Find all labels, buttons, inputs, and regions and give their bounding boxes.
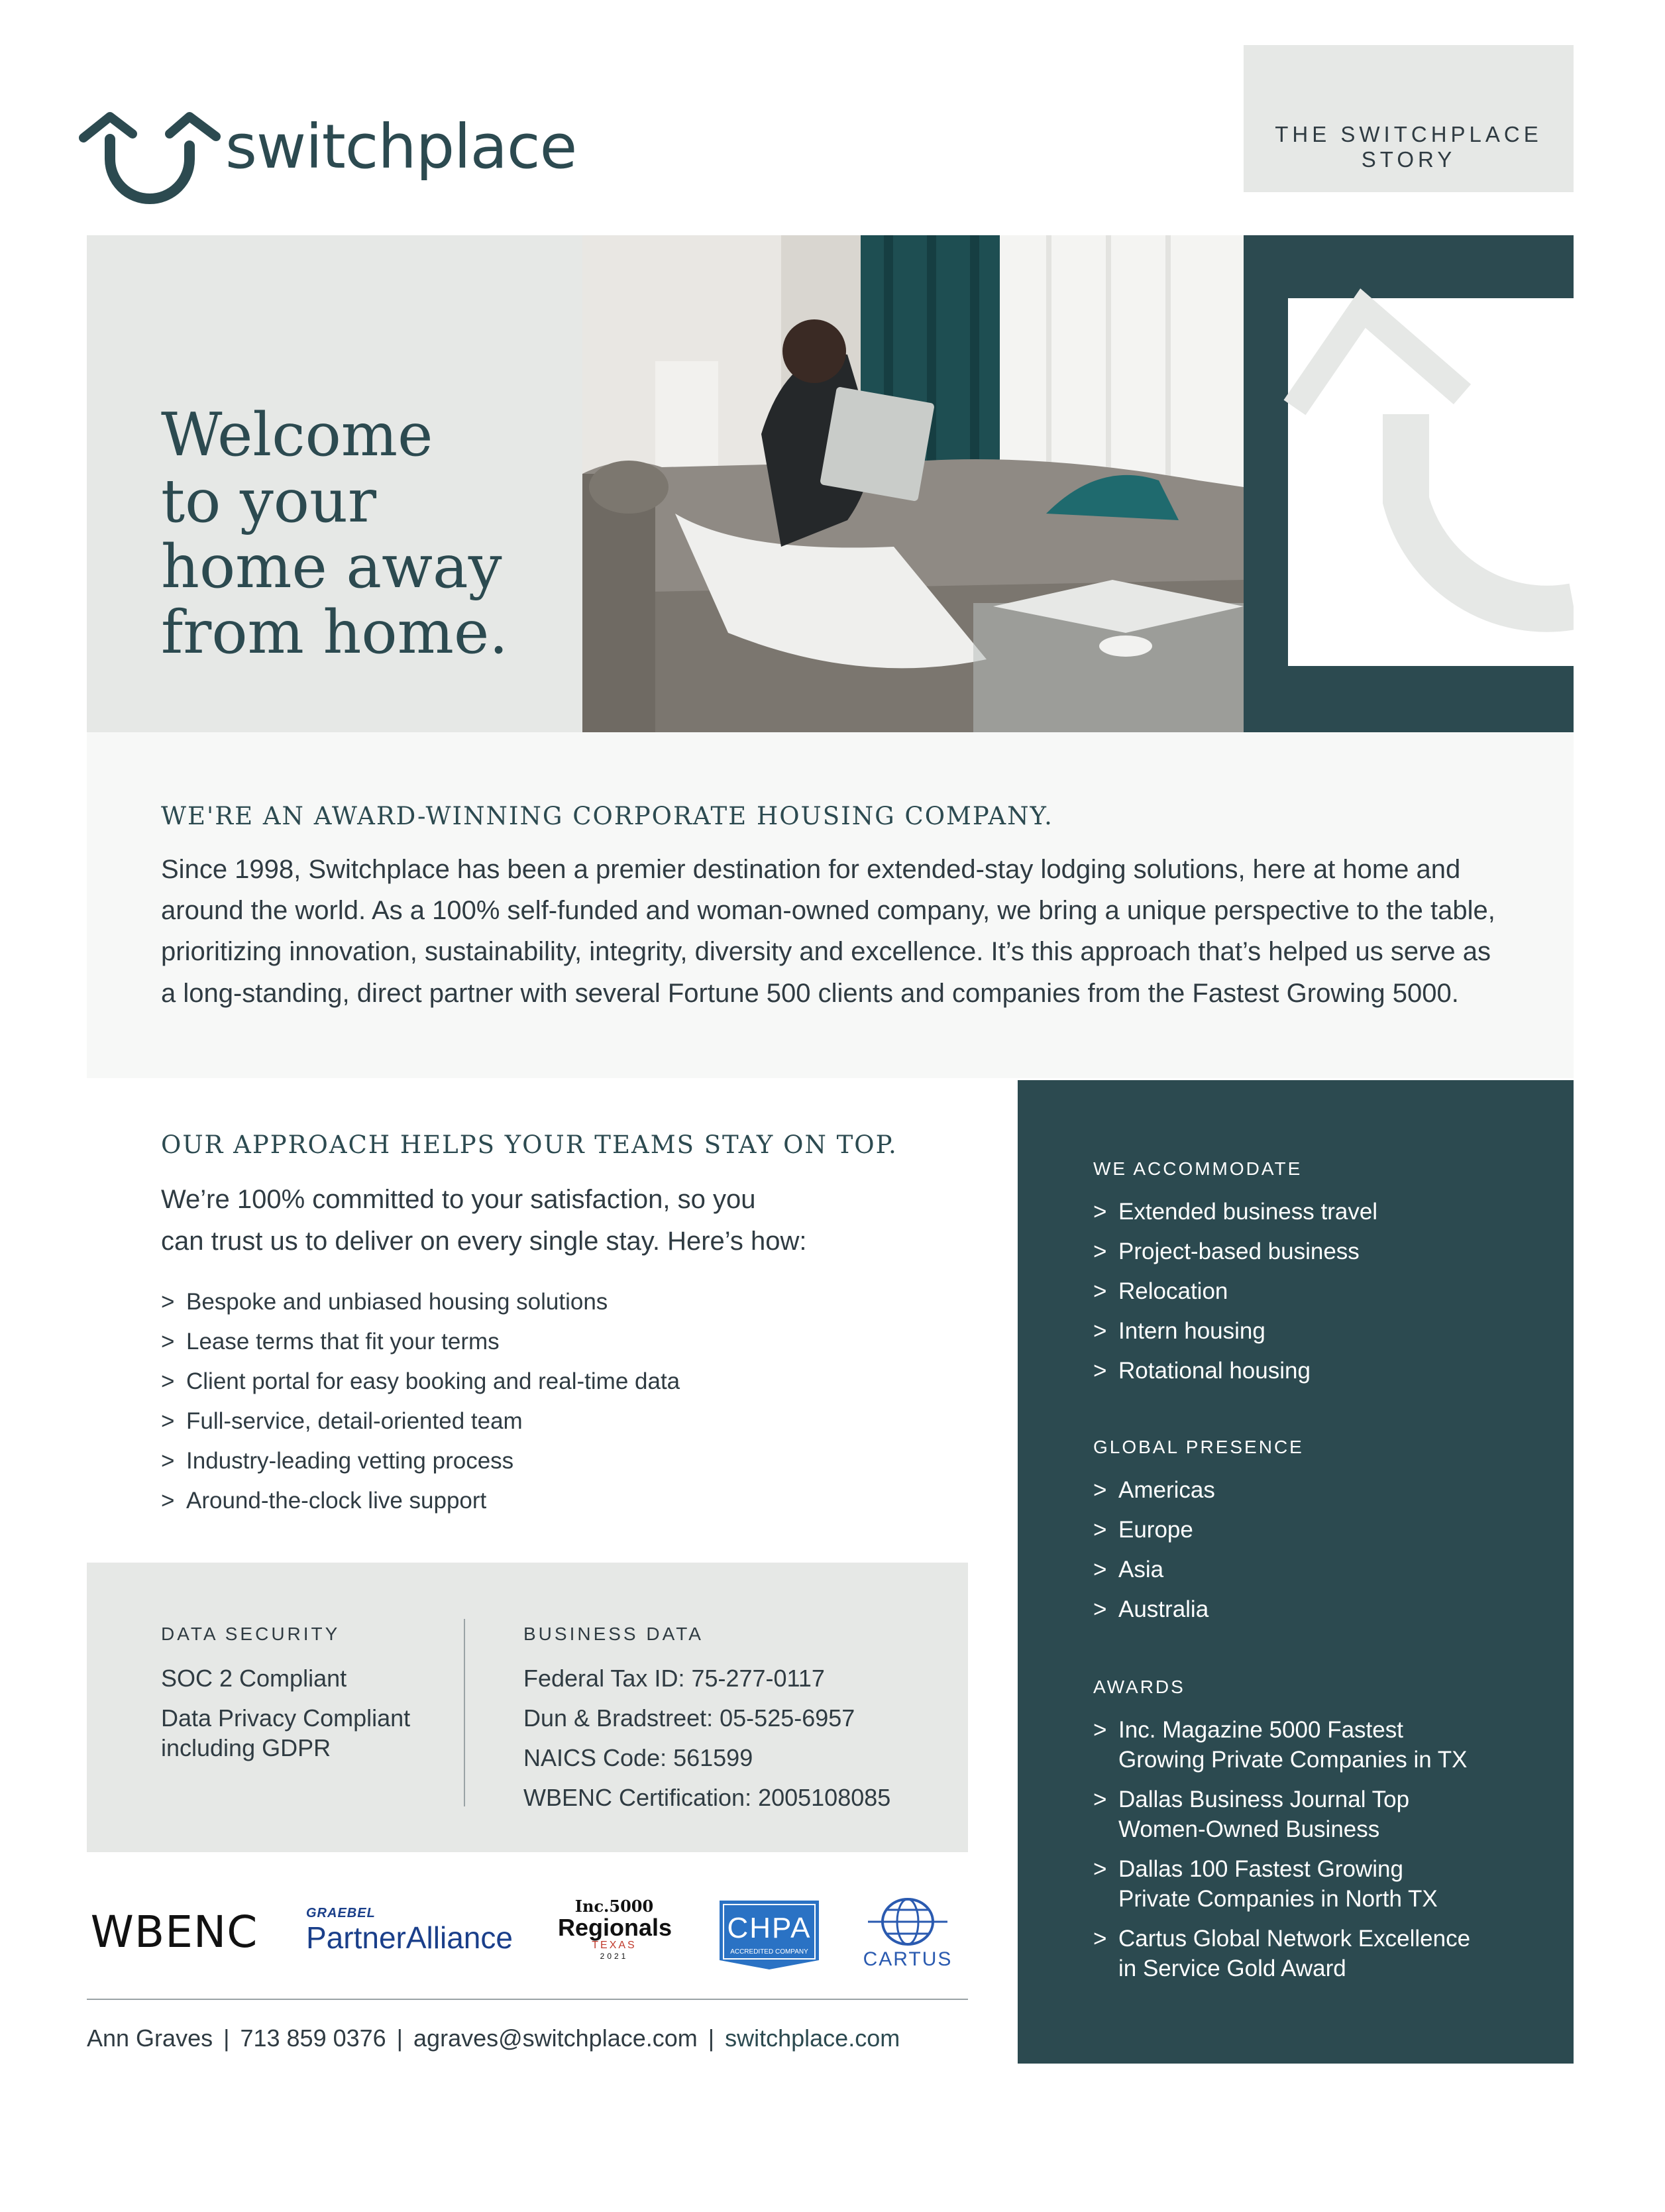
data-security-heading: DATA SECURITY — [161, 1624, 341, 1644]
bullet-marker: > — [1093, 1358, 1107, 1384]
bullet-marker: > — [1093, 1856, 1107, 1882]
intro-line-1: Since 1998, Switchplace has been a premier destination for extended-stay lodging solutions, here at home and — [161, 855, 1461, 884]
bullet-marker: > — [161, 1329, 175, 1355]
graebel-partner-alliance-logo — [306, 1906, 518, 1965]
bullet-marker: > — [161, 1488, 175, 1514]
accommodate-item-text: Intern housing — [1118, 1318, 1265, 1344]
contact-email[interactable]: agraves@switchplace.com — [413, 2024, 698, 2052]
footer-separator: | — [708, 2024, 715, 2052]
regionals-text: Regionals — [558, 1914, 672, 1941]
business-data-item: NAICS Code: 561599 — [523, 1744, 753, 1771]
bullet-marker: > — [1093, 1787, 1107, 1812]
award-line-1: Dallas Business Journal Top — [1118, 1787, 1410, 1812]
accommodate-item-text: Rotational housing — [1118, 1358, 1311, 1384]
presence-item-text: Asia — [1118, 1557, 1164, 1582]
accommodate-item — [1093, 1237, 1360, 1266]
accommodate-item — [1093, 1356, 1311, 1386]
business-data-heading: BUSINESS DATA — [523, 1624, 704, 1644]
approach-bullet — [161, 1329, 500, 1355]
graebel-text: GRAEBEL — [306, 1906, 376, 1920]
footer-separator: | — [223, 2024, 230, 2052]
presence-item — [1093, 1594, 1208, 1624]
accommodate-item-text: Relocation — [1118, 1278, 1228, 1304]
accommodate-item-text: Project-based business — [1118, 1239, 1360, 1264]
bullet-marker: > — [1093, 1926, 1107, 1952]
accommodate-item — [1093, 1276, 1228, 1306]
brand-name: switchplace — [225, 111, 577, 182]
award-line-2: Growing Private Companies in TX — [1118, 1747, 1468, 1773]
bullet-text: Around-the-clock live support — [186, 1488, 487, 1514]
approach-bullet — [161, 1488, 486, 1514]
data-security-item: SOC 2 Compliant — [161, 1665, 347, 1692]
award-line-1: Cartus Global Network Excellence — [1118, 1926, 1471, 1952]
accommodate-item-text: Extended business travel — [1118, 1199, 1378, 1225]
bullet-text: Industry-leading vetting process — [186, 1448, 514, 1474]
bullet-marker: > — [161, 1448, 175, 1474]
bullet-marker: > — [1093, 1557, 1107, 1582]
accommodate-item — [1093, 1316, 1265, 1346]
presence-item-text: Americas — [1118, 1477, 1215, 1503]
story-badge — [1244, 45, 1574, 192]
intro-line-3: prioritizing innovation, sustainability, integrity, diversity and excellence. It’s this approach that’s helped us serve as — [161, 937, 1491, 966]
presence-item — [1093, 1555, 1163, 1584]
accommodate-heading: WE ACCOMMODATE — [1093, 1158, 1303, 1179]
business-data-item: Federal Tax ID: 75-277-0117 — [523, 1665, 825, 1692]
contact-phone[interactable]: 713 859 0376 — [240, 2024, 386, 2052]
contact-name: Ann Graves — [87, 2024, 213, 2052]
partner-alliance-text: PartnerAlliance — [306, 1920, 513, 1955]
bullet-marker: > — [1093, 1717, 1107, 1743]
bullet-marker: > — [1093, 1278, 1107, 1304]
award-line-2: Women-Owned Business — [1118, 1816, 1380, 1842]
cartus-text: CARTUS — [863, 1948, 953, 1970]
data-security-item: Data Privacy Compliant — [161, 1704, 411, 1732]
wbenc-logo — [91, 1895, 257, 1968]
inc5000-text: Inc.5000 — [574, 1897, 654, 1916]
award-item — [1093, 1854, 1438, 1914]
intro-line-4: a long-standing, direct partner with several Fortune 500 clients and companies from the Fastest Growing 5000. — [161, 979, 1459, 1008]
presence-item — [1093, 1515, 1193, 1545]
awards-heading: AWARDS — [1093, 1677, 1185, 1697]
story-line-2: STORY — [1361, 147, 1456, 172]
welcome-line-1: Welcome — [161, 400, 433, 470]
welcome-line-4: from home. — [161, 598, 508, 667]
award-line-1: Dallas 100 Fastest Growing — [1118, 1856, 1403, 1882]
accommodate-item — [1093, 1197, 1377, 1227]
approach-bullet — [161, 1408, 523, 1435]
award-item — [1093, 1785, 1409, 1844]
approach-heading: OUR APPROACH HELPS YOUR TEAMS STAY ON TOP. — [161, 1131, 898, 1159]
bullet-marker: > — [1093, 1239, 1107, 1264]
presence-item-text: Australia — [1118, 1596, 1209, 1622]
bullet-marker: > — [1093, 1318, 1107, 1344]
bullet-marker: > — [1093, 1517, 1107, 1543]
bullet-marker: > — [1093, 1199, 1107, 1225]
website-link[interactable]: switchplace.com — [725, 2024, 900, 2052]
data-security-item: including GDPR — [161, 1734, 331, 1761]
presence-item — [1093, 1475, 1215, 1505]
welcome-line-3: home away — [161, 532, 502, 602]
chpa-wordmark: CHPA — [727, 1912, 812, 1944]
bullet-text: Client portal for easy booking and real-time data — [186, 1368, 680, 1394]
intro-heading: WE'RE AN AWARD-WINNING CORPORATE HOUSING COMPANY. — [161, 802, 1053, 830]
chpa-subtext: ACCREDITED COMPANY — [730, 1948, 808, 1956]
cartus-globe-icon — [868, 1897, 947, 1947]
bullet-marker: > — [161, 1368, 175, 1394]
story-line-1: THE SWITCHPLACE — [1275, 122, 1542, 146]
footer-separator: | — [396, 2024, 403, 2052]
bullet-marker: > — [1093, 1596, 1107, 1622]
approach-bullet — [161, 1448, 513, 1474]
hero-photo-woman-reading-on-sofa — [582, 235, 1244, 732]
bullet-marker: > — [161, 1289, 175, 1315]
texas-text: TEXAS — [592, 1940, 637, 1951]
info-divider — [464, 1619, 465, 1806]
award-line-2: in Service Gold Award — [1118, 1956, 1346, 1981]
inc5000-regionals-logo — [558, 1897, 671, 1969]
bullet-marker: > — [161, 1408, 175, 1434]
approach-text-line-1: We’re 100% committed to your satisfaction, so you — [161, 1185, 756, 1214]
approach-bullet — [161, 1289, 608, 1315]
presence-item-text: Europe — [1118, 1517, 1193, 1543]
approach-bullet — [161, 1368, 680, 1395]
intro-line-2: around the world. As a 100% self-funded and woman-owned company, we bring a unique perspective to the table, — [161, 896, 1495, 925]
approach-text-line-2: can trust us to deliver on every single stay. Here’s how: — [161, 1227, 807, 1256]
business-data-item: WBENC Certification: 2005108085 — [523, 1784, 891, 1811]
footer-divider — [87, 1999, 968, 2000]
bullet-text: Full-service, detail-oriented team — [186, 1408, 523, 1434]
award-line-1: Inc. Magazine 5000 Fastest — [1118, 1717, 1403, 1743]
global-presence-heading: GLOBAL PRESENCE — [1093, 1437, 1304, 1457]
award-item — [1093, 1715, 1468, 1775]
inc-year-text: 2021 — [600, 1952, 629, 1961]
business-data-item: Dun & Bradstreet: 05-525-6957 — [523, 1704, 855, 1732]
hero-brand-mark-panel — [1244, 235, 1574, 732]
bullet-text: Bespoke and unbiased housing solutions — [186, 1289, 608, 1315]
award-line-2: Private Companies in North TX — [1118, 1886, 1438, 1912]
wbenc-logo-text: WBENC — [90, 1906, 258, 1958]
contact-footer — [87, 2024, 900, 2052]
award-item — [1093, 1924, 1470, 1983]
welcome-line-2: to your — [161, 467, 376, 536]
bullet-marker: > — [1093, 1477, 1107, 1503]
bullet-text: Lease terms that fit your terms — [186, 1329, 500, 1355]
